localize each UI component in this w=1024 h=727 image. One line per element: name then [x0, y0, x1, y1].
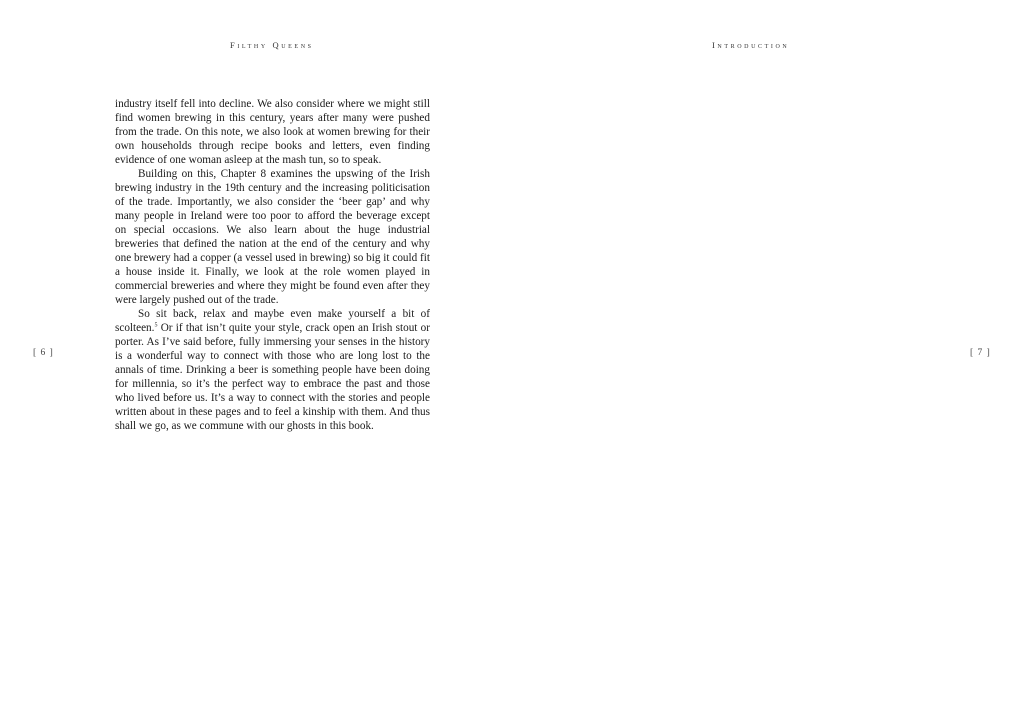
paragraph-3: [115, 307, 430, 433]
paragraph-3-text-continued: Or if that isn’t quite your style, crack open an Irish stout or porter. As I’ve said before, fully immersing your senses in the history is a wonderful way to connect with those who are long lost to the annals of time. Drinking a beer is something people have been doing for millennia, so it’s the perfect way to embrace the past and those who lived before us. It’s a way to connect with the stories and people written about in these pages and to feel a kinship with them. And thus shall we go, as we commune with our ghosts in this book.: [115, 322, 430, 432]
running-head-left: Filthy Queens: [230, 40, 314, 50]
paragraph-3-text: So sit back, relax and maybe even make yourself a bit of scolteen.: [115, 308, 430, 334]
running-head-right: Introduction: [712, 40, 790, 50]
paragraph-1: industry itself fell into decline. We also consider where we might still find women brewing in this century, years after many were pushed from the trade. On this note, we also look at women brewing for their own households through recipe books and letters, even finding evidence of one woman asleep at the mash tun, so to speak.: [115, 98, 430, 166]
footnote-reference[interactable]: 5: [154, 322, 158, 329]
body-text: [115, 97, 430, 433]
paragraph-2: Building on this, Chapter 8 examines the upswing of the Irish brewing industry in the 19th century and the increasing politicisation of the trade. Importantly, we also consider the ‘beer gap’ and why many people in Ireland were too poor to afford the beverage except on special occasions. We also learn about the huge industrial breweries that defined the nation at the end of the century and why one brewery had a copper (a vessel used in brewing) so big it could fit a house inside it. Finally, we look at the role women played in commercial breweries and where they might be found even after they were largely pushed out of the trade.: [115, 168, 430, 306]
page-number-left: [ 6 ]: [33, 348, 54, 358]
page-number-right: [ 7 ]: [970, 348, 991, 358]
right-page: [512, 0, 1024, 727]
